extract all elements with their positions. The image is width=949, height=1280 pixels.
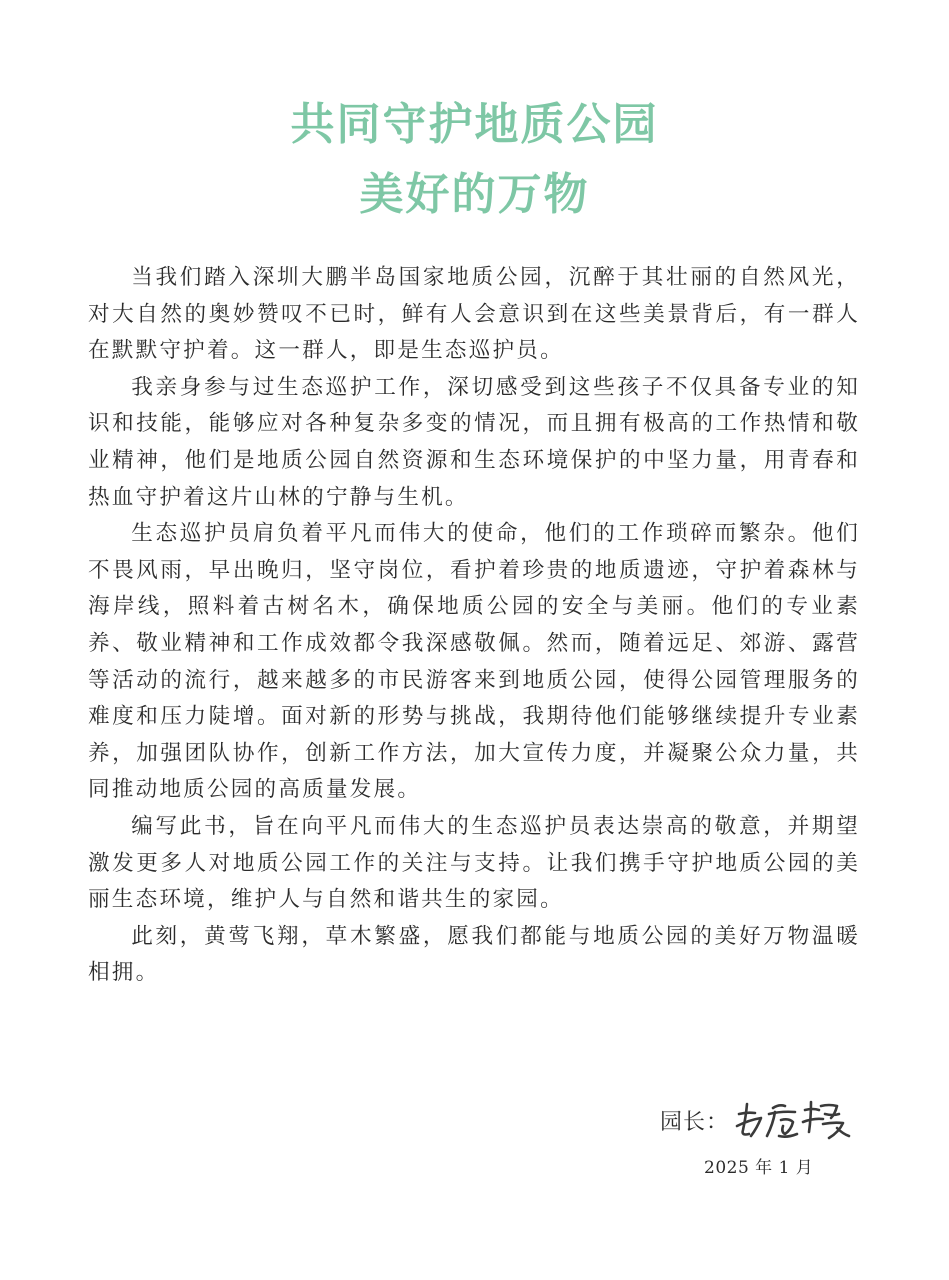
paragraph-4: 编写此书，旨在向平凡而伟大的生态巡护员表达崇高的敬意，并期望激发更多人对地质公园工作的关注与支持。让我们携手守护地质公园的美丽生态环境，维护人与自然和谐共生的家园。 — [88, 813, 860, 913]
signature-block — [660, 1092, 853, 1148]
handwritten-signature-icon — [733, 1092, 853, 1148]
paragraph-1: 当我们踏入深圳大鹏半岛国家地质公园，沉醉于其壮丽的自然风光，对大自然的奥妙赞叹不已时，鲜有人会意识到在这些美景背后，有一群人在默默守护着。这一群人，即是生态巡护员。 — [88, 265, 860, 364]
signature-label: 园长： — [660, 1109, 730, 1135]
title-line-2: 美好的万物 — [359, 169, 590, 220]
paragraph-2: 我亲身参与过生态巡护工作，深切感受到这些孩子不仅具备专业的知识和技能，能够应对各种复杂多变的情况，而且拥有极高的工作热情和敬业精神，他们是地质公园自然资源和生态环境保护的中坚力量，用青春和热血守护着这片山林的宁静与生机。 — [88, 374, 860, 510]
paragraph-5: 此刻，黄莺飞翔，草木繁盛，愿我们都能与地质公园的美好万物温暖相拥。 — [88, 923, 860, 986]
body-text — [88, 260, 860, 992]
paragraph-3: 生态巡护员肩负着平凡而伟大的使命，他们的工作琐碎而繁杂。他们不畏风雨，早出晚归，坚守岗位，看护着珍贵的地质遗迹，守护着森林与海岸线，照料着古树名木，确保地质公园的安全与美丽。他们的专业素养、敬业精神和工作成效都令我深感敬佩。然而，随着远足、郊游、露营等活动的流行，越来越多的市民游客来到地质公园，使得公园管理服务的难度和压力陡增。面对新的形势与挑战，我期待他们能够继续提升专业素养，加强团队协作，创新工作方法，加大宣传力度，并凝聚公众力量，共同推动地质公园的高质量发展。 — [88, 521, 860, 803]
title-line-1: 共同守护地质公园 — [290, 99, 659, 150]
date: 2025 年 1 月 — [704, 1158, 814, 1178]
